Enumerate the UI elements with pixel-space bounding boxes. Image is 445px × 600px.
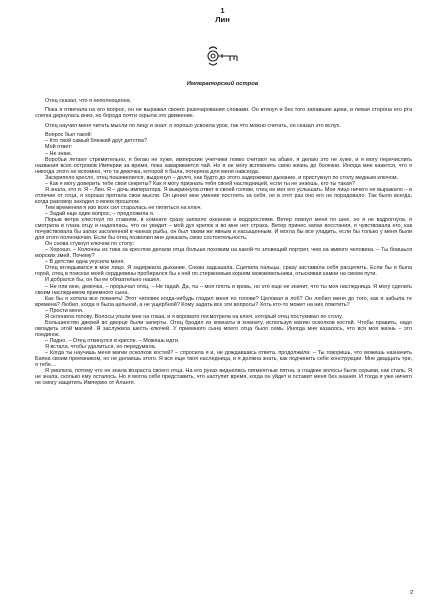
paragraph: Отец сказал, что я неполноценна.	[45, 98, 132, 104]
paragraph: Я умолкла, потому что не знала возраста своего отца. На его руках виднелись пигментные пятна, а гладкие волосы были серыми, как сталь. Я не знала, сколько ему осталось. Но я могла себе представить, что наступит время, когда он уйдет и оставит меня без знания. И тогда я уже ничего не смогу защитить Империю от Алангп.	[35, 368, 412, 387]
chapter-title: Лин	[215, 15, 230, 24]
paragraph: Я встала, чтобы удалиться, но передумала.	[45, 344, 157, 350]
paragraph: Мой ответ:	[45, 144, 73, 151]
paragraph: – Не пли мне, девочка, – прорычал отец. – Не гадай. Да, ты – моя плоть и кровь, но это еще не значит, что ты моя наследница. Я могу сделать своим наследником приемного сына.	[35, 283, 412, 296]
paragraph: – Как я могу доверить тебе свои секреты? Как я могу признать тебя своей наследницей, если ты не знаешь, кто ты такая?	[45, 180, 355, 187]
key-ornament-icon	[206, 44, 240, 68]
paragraph: Большинство дверей во дворце были заперты. Отец бродил из комнаты в комнату, используя магию осколков костей. Чтобы править, надо овладеть этой магией. Я заслужила шесть ключей. У приемного сына моего отца было семь. Иногда мне казалось, что вся моя жизнь – это поединок.	[35, 319, 412, 338]
paragraph: – Прости меня.	[45, 307, 84, 314]
paragraph: – Ладно. – Отец откинулся в кресле. – Можешь идти.	[45, 337, 180, 344]
paragraph: Как бы я хотела все помнить! Этот человек когда-нибудь гладил меня по голове? Целовал в лоб? Он любил меня до того, как я забыла те времена? Любил, когда я была цельной, а не ущербной? Кому задать все эти вопросы? Хоть кто-то может на них ответить?	[35, 295, 412, 308]
paragraph: – Не знаю.	[45, 150, 73, 157]
paragraph: – Задай еще один вопрос, – предложила я.	[45, 210, 155, 217]
paragraph: Порыв ветра хлестнул по ставням, в комнате сразу запахло океаном и водорослями. Ветер лизнул меня по шее, но я не вздрогнула, я смотрела в глаза отцу и надеялась, что он увидит – мой дух крепок и во мне нет страха. Ветер принес запах восстания, я чувствовала его, как почувствовала бы запах засоленной в чанках рыбы, он был таким же явным и насыщенным. И могла бы все уладить, если бы только у меня были для этого полномочия. Если бы отец позволил мне доказать свою состоятельность.	[35, 217, 412, 242]
section-title: Императорский остров	[186, 81, 259, 87]
paragraph: Пока я отвечала на его вопрос, он не выражал своего разочарования словами. Он втянул и без того запавшие щеки, и левая сторона его рта слегка дернулась вниз, но борода почти скрыла это движение.	[35, 107, 412, 120]
chapter-body	[35, 98, 412, 386]
paragraph: Вопрос был такой:	[45, 132, 93, 139]
paragraph: Воробьи летают стремительно, я бегаю не хуже, имперские учетчики ловко считают на абаке, я делаю это не хуже, и я могу перечислить названия всех островов Империи за время, пока заваривается чай. Но я не могу вспомнить свою жизнь до болезни. Иногда мне кажется, что я никогда этого не вспомню, что та девочка, которой я была, потеряна для меня навсегда.	[35, 156, 412, 175]
paragraph: – В детстве одна укусила меня.	[45, 259, 125, 266]
paragraph: Отец научил меня читать мысли по лицу и знал: я хорошо усвоила урок, так что можно считать, он сказал это вслух.	[45, 122, 341, 129]
paragraph: Я знала, кто я. Я – Лин. Я – дочь императора. Я выкринкула ответ в своей голове, отец не мог его услышать. Мое лицо ничего не выражало – в отличие от отца, я хорошо прятала свои мысли. Он ценил мое умение постоять за себя, но в этот раз оно его не порадовало. Так было всегда, когда разговор заходил о моем прошлом.	[35, 186, 412, 205]
paragraph: Отец вглядывался в мое лицо. Я задержала дыхание. Снова задышала. Сцепила пальцы, сразу заставила себя расцепить. Если бы я была горой, отец в поисках моей сердцевины пробирался бы к ней по стержневым корням можжевельника, отыскивая камни на своем пути.	[35, 265, 412, 278]
page-number: 2	[410, 590, 414, 596]
paragraph: – Кто твой самый близкий друг детства?	[45, 138, 147, 145]
paragraph: Он снова стукнул ключом по столу:	[45, 241, 135, 248]
paragraph: – Когда ты научишь меня магии осколков костей? – спросила я и, не дождавшись ответа, продолжила: – Ты говоришь, что можешь назначить Баяна своим преемником, но не делаешь этого. Я все еще твоя наследница, и я должна знать, как подчинить себе конструкции. Мне двадцать три, я тебе…	[35, 350, 412, 369]
paragraph: – Хорошо. – Колонны из тика за креслом делали отца больше похожим на какой-то зловещий портрет, чем на живого человека. – Ты боишься морских змей. Почему?	[35, 247, 412, 260]
paragraph: И добрался бы, он бы ее обязательно нашел.	[45, 277, 161, 284]
chapter-number: 1	[220, 6, 225, 15]
paragraph: Тем временем я изо всех сил старалась не пялиться на ключ.	[45, 204, 202, 211]
paragraph: Заскрипело кресло, отец пошевелился, выдохнул – долго, как будто до этого задерживал дыхание, и пристукнул по столу медным ключом.	[45, 174, 399, 181]
paragraph: Я склонила голову. Волосы упали мне на глаза, и я вороватo посмотрела на ключ, который отец постукивал по столу.	[45, 313, 343, 320]
